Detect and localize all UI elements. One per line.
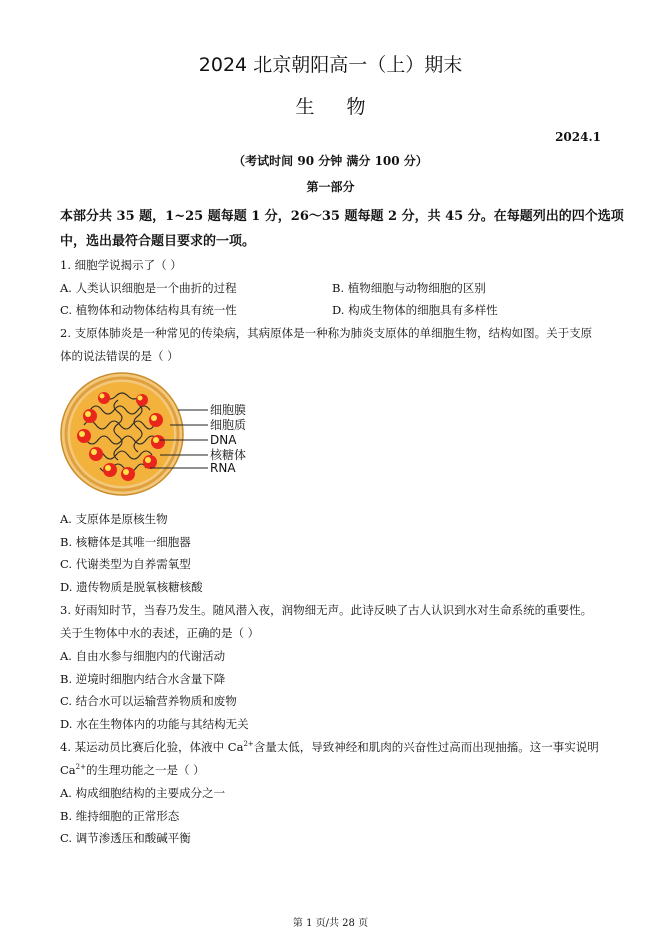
q4-stem-1-pre: 4. 某运动员比赛后化验，体液中 Ca [60,740,244,754]
mycoplasma-diagram [60,370,290,500]
q3-option-b: B. 逆境时细胞内结合水含量下降 [60,672,226,686]
time-info: （考试时间 90 分钟 满分 100 分） [233,154,428,168]
intro-line-1: 本部分共 35 题，1~25 题每题 1 分，26～35 题每题 2 分，共 45 分。在每题列出的四个选项 [60,209,624,224]
page-number: 第 1 页/共 28 页 [292,918,369,929]
q1-option-d: D. 构成生物体的细胞具有多样性 [332,303,498,317]
ribosome-10-highlight [100,394,105,399]
label-cytoplasm: 细胞质 [210,418,247,432]
subject-name: 生物 [295,96,398,118]
ribosome-7-highlight [153,437,159,443]
q1-option-c: C. 植物体和动物体结构具有统一性 [60,303,237,317]
q4-ion-charge: 2+ [243,740,254,749]
ribosome-5-highlight [123,469,129,475]
ribosome-9 [136,394,148,406]
ribosome-8-highlight [151,415,157,421]
exam-date: 2024.1 [555,130,601,144]
ribosome-9-highlight [138,396,143,401]
q4-stem-2-pre: Ca [60,763,76,777]
q1-option-b: B. 植物细胞与动物细胞的区别 [332,281,486,295]
label-rna: RNA [210,461,236,475]
label-dna: DNA [210,433,237,447]
q3-option-d: D. 水在生物体内的功能与其结构无关 [60,717,249,731]
q2-stem-line-2: 体的说法错误的是（ ） [60,349,179,363]
q4-option-a: A. 构成细胞结构的主要成分之一 [60,786,226,800]
q2-option-a: A. 支原体是原核生物 [60,512,168,526]
q3-stem-line-2: 关于生物体中水的表述，正确的是（ ） [60,626,260,640]
q3-option-c: C. 结合水可以运输营养物质和废物 [60,694,237,708]
q3-stem-line-1: 3. 好雨知时节，当春乃发生。随风潜入夜，润物细无声。此诗反映了古人认识到水对生命系统的重要性。 [60,603,593,617]
section-intro [60,204,624,254]
label-cell-membrane: 细胞膜 [210,403,247,417]
q2-stem-line-1: 2. 支原体肺炎是一种常见的传染病，其病原体是一种称为肺炎支原体的单细胞生物，结构如图。关于支原 [60,326,593,340]
exam-title: 2024 北京朝阳高一（上）期末 [198,54,463,76]
ribosome-2-highlight [79,431,85,437]
ribosome-1-highlight [85,411,91,417]
ribosome-10 [98,392,110,404]
q4-stem-2-post: 的生理功能之一是（ ） [85,763,205,777]
label-ribosome: 核糖体 [210,448,247,462]
q2-option-c: C. 代谢类型为自养需氧型 [60,557,191,571]
q4-ion-charge-2: 2+ [75,763,86,772]
ribosome-4-highlight [105,465,111,471]
q4-stem-line-1 [60,739,599,755]
q4-option-b: B. 维持细胞的正常形态 [60,809,180,823]
q2-option-d: D. 遗传物质是脱氧核糖核酸 [60,580,203,594]
q3-option-a: A. 自由水参与细胞内的代谢活动 [60,649,226,663]
q4-stem-1-post: 含量太低，导致神经和肌肉的兴奋性过高而出现抽搐。这一事实说明 [253,740,599,754]
ribosome-3-highlight [91,449,97,455]
q2-option-b: B. 核糖体是其唯一细胞器 [60,535,191,549]
q1-stem: 1. 细胞学说揭示了（ ） [60,258,182,272]
q4-stem-line-2 [60,762,205,778]
intro-line-2: 中，选出最符合题目要求的一项。 [60,234,256,249]
q4-option-c: C. 调节渗透压和酸碱平衡 [60,831,191,845]
ribosome-6-highlight [145,457,151,463]
q1-option-a: A. 人类认识细胞是一个曲折的过程 [60,281,237,295]
part-heading: 第一部分 [306,180,355,194]
